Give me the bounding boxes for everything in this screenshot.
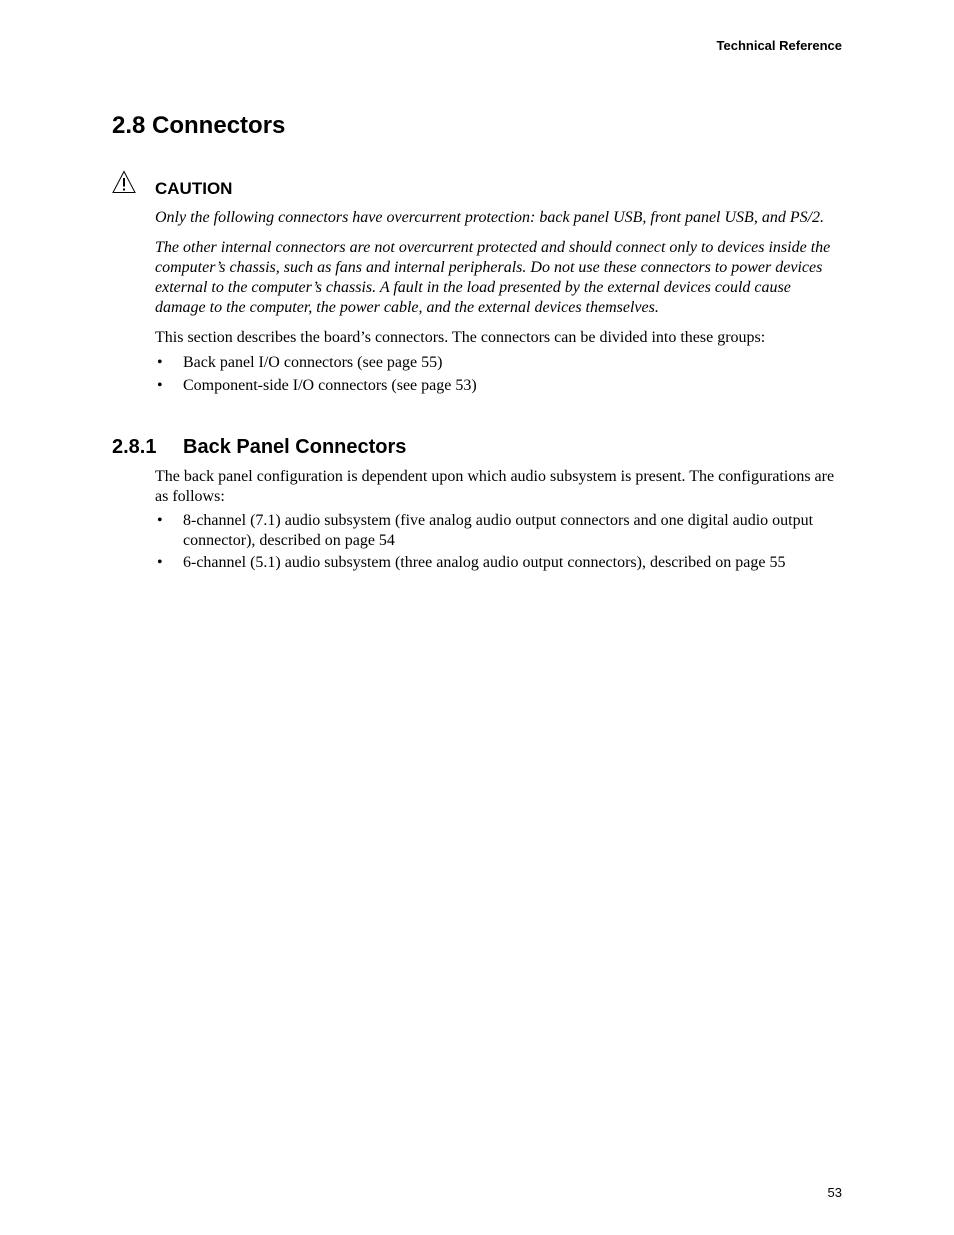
caution-paragraph-2: The other internal connectors are not overcurrent protected and should connect only to devices inside the computer’s chassis, such as fans and internal peripherals. Do not use these connectors to power devices external to the computer’s chassis. A fault in the load presented by the external devices could cause damage to the computer, the power cable, and the external devices themselves. [155,239,831,316]
caution-body [155,208,845,396]
subsection-body [155,467,845,573]
section-title: 2.8 Connectors [112,112,286,139]
subsection-bullet-list [155,511,845,573]
list-item: • 8-channel (7.1) audio subsystem (five analog audio output connectors and one digital audio output connector), described on page 54 [155,511,845,551]
subsection-title: Back Panel Connectors [183,436,407,458]
list-item: • Component-side I/O connectors (see page 53) [155,376,845,396]
warning-triangle-icon [112,170,136,194]
list-item: • Back panel I/O connectors (see page 55) [155,353,845,373]
list-item: • 6-channel (5.1) audio subsystem (three analog audio output connectors), described on page 55 [155,553,845,573]
subsection-number: 2.8.1 [112,436,157,458]
subsection-paragraph: The back panel configuration is dependent upon which audio subsystem is present. The configurations are as follows: [155,468,835,505]
page-number: 53 [827,1185,842,1200]
intro-paragraph: This section describes the board’s connectors. The connectors can be divided into these groups: [155,329,766,346]
intro-bullet-list [155,353,845,396]
caution-label: CAUTION [155,179,233,198]
running-header: Technical Reference [716,38,842,53]
caution-paragraph-1: Only the following connectors have overcurrent protection: back panel USB, front panel USB, and PS/2. [155,209,825,226]
subsection-heading [112,436,406,459]
